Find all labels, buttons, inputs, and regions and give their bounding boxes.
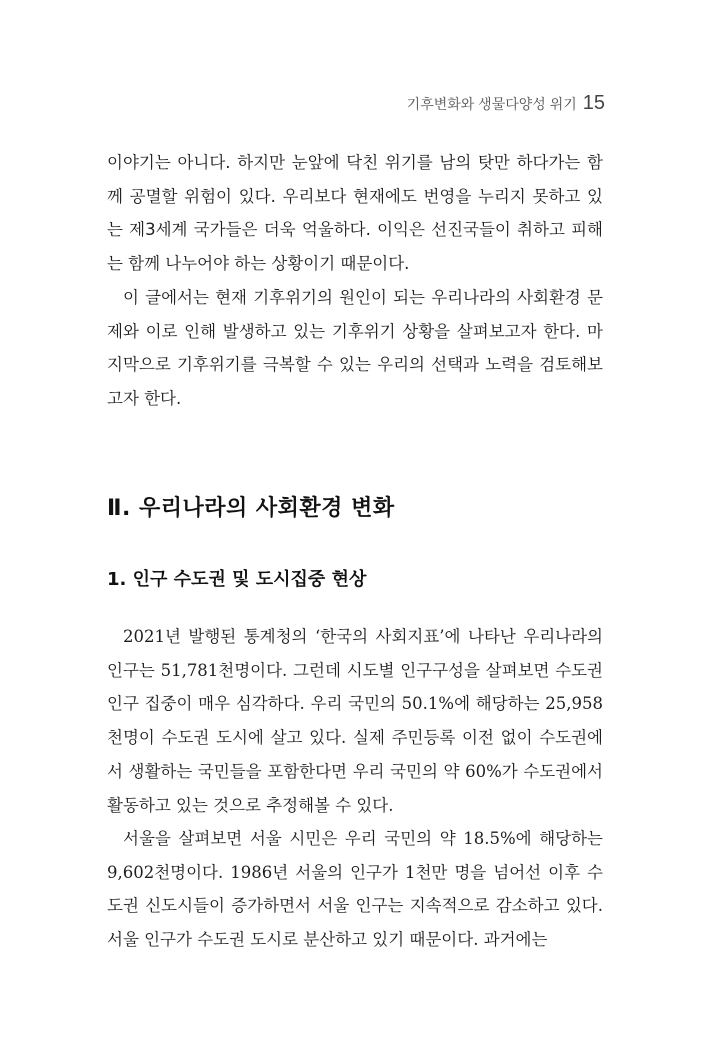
- intro-paragraph-1: 이야기는 아니다. 하지만 눈앞에 닥친 위기를 남의 탓만 하다가는 함께 공멸할 위험이 있다. 우리보다 현재에도 번영을 누리지 못하고 있는 제3세계 국가들은 더욱 억울하다. 이익은 선진국들이 취하고 피해는 함께 나누어야 하는 상황이기 때문이다.: [107, 153, 603, 274]
- section-paragraph-1: 2021년 발행된 통계청의 ‘한국의 사회지표’에 나타난 우리나라의 인구는 51,781천명이다. 그런데 시도별 인구구성을 살펴보면 수도권 인구 집중이 매우 심각하다. 우리 국민의 50.1%에 해당하는 25,958천명이 수도권 도시에 살고 있다. 실제 주민등록 이전 없이 수도권에서 생활하는 국민들을 포함한다면 우리 국민의 약 60%가 수도권에서 활동하고 있는 것으로 추정해볼 수 있다.: [107, 627, 603, 815]
- header-title: 기후변화와 생물다양성 위기: [406, 96, 577, 112]
- subsection-heading: 1. 인구 수도권 및 도시집중 현상: [107, 569, 367, 590]
- section-heading: Ⅱ. 우리나라의 사회환경 변화: [107, 496, 395, 521]
- section-paragraph-2: 서울을 살펴보면 서울 시민은 우리 국민의 약 18.5%에 해당하는 9,602천명이다. 1986년 서울의 인구가 1천만 명을 넘어선 이후 수도권 신도시들이 증가하면서 서울 인구는 지속적으로 감소하고 있다. 서울 인구가 수도권 도시로 분산하고 있기 때문이다. 과거에는: [107, 829, 603, 950]
- intro-paragraph-2: 이 글에서는 현재 기후위기의 원인이 되는 우리나라의 사회환경 문제와 이로 인해 발생하고 있는 기후위기 상황을 살펴보고자 한다. 마지막으로 기후위기를 극복할 수 있는 우리의 선택과 노력을 검토해보고자 한다.: [107, 288, 603, 409]
- page-number: 15: [582, 92, 605, 114]
- running-header: [407, 92, 605, 115]
